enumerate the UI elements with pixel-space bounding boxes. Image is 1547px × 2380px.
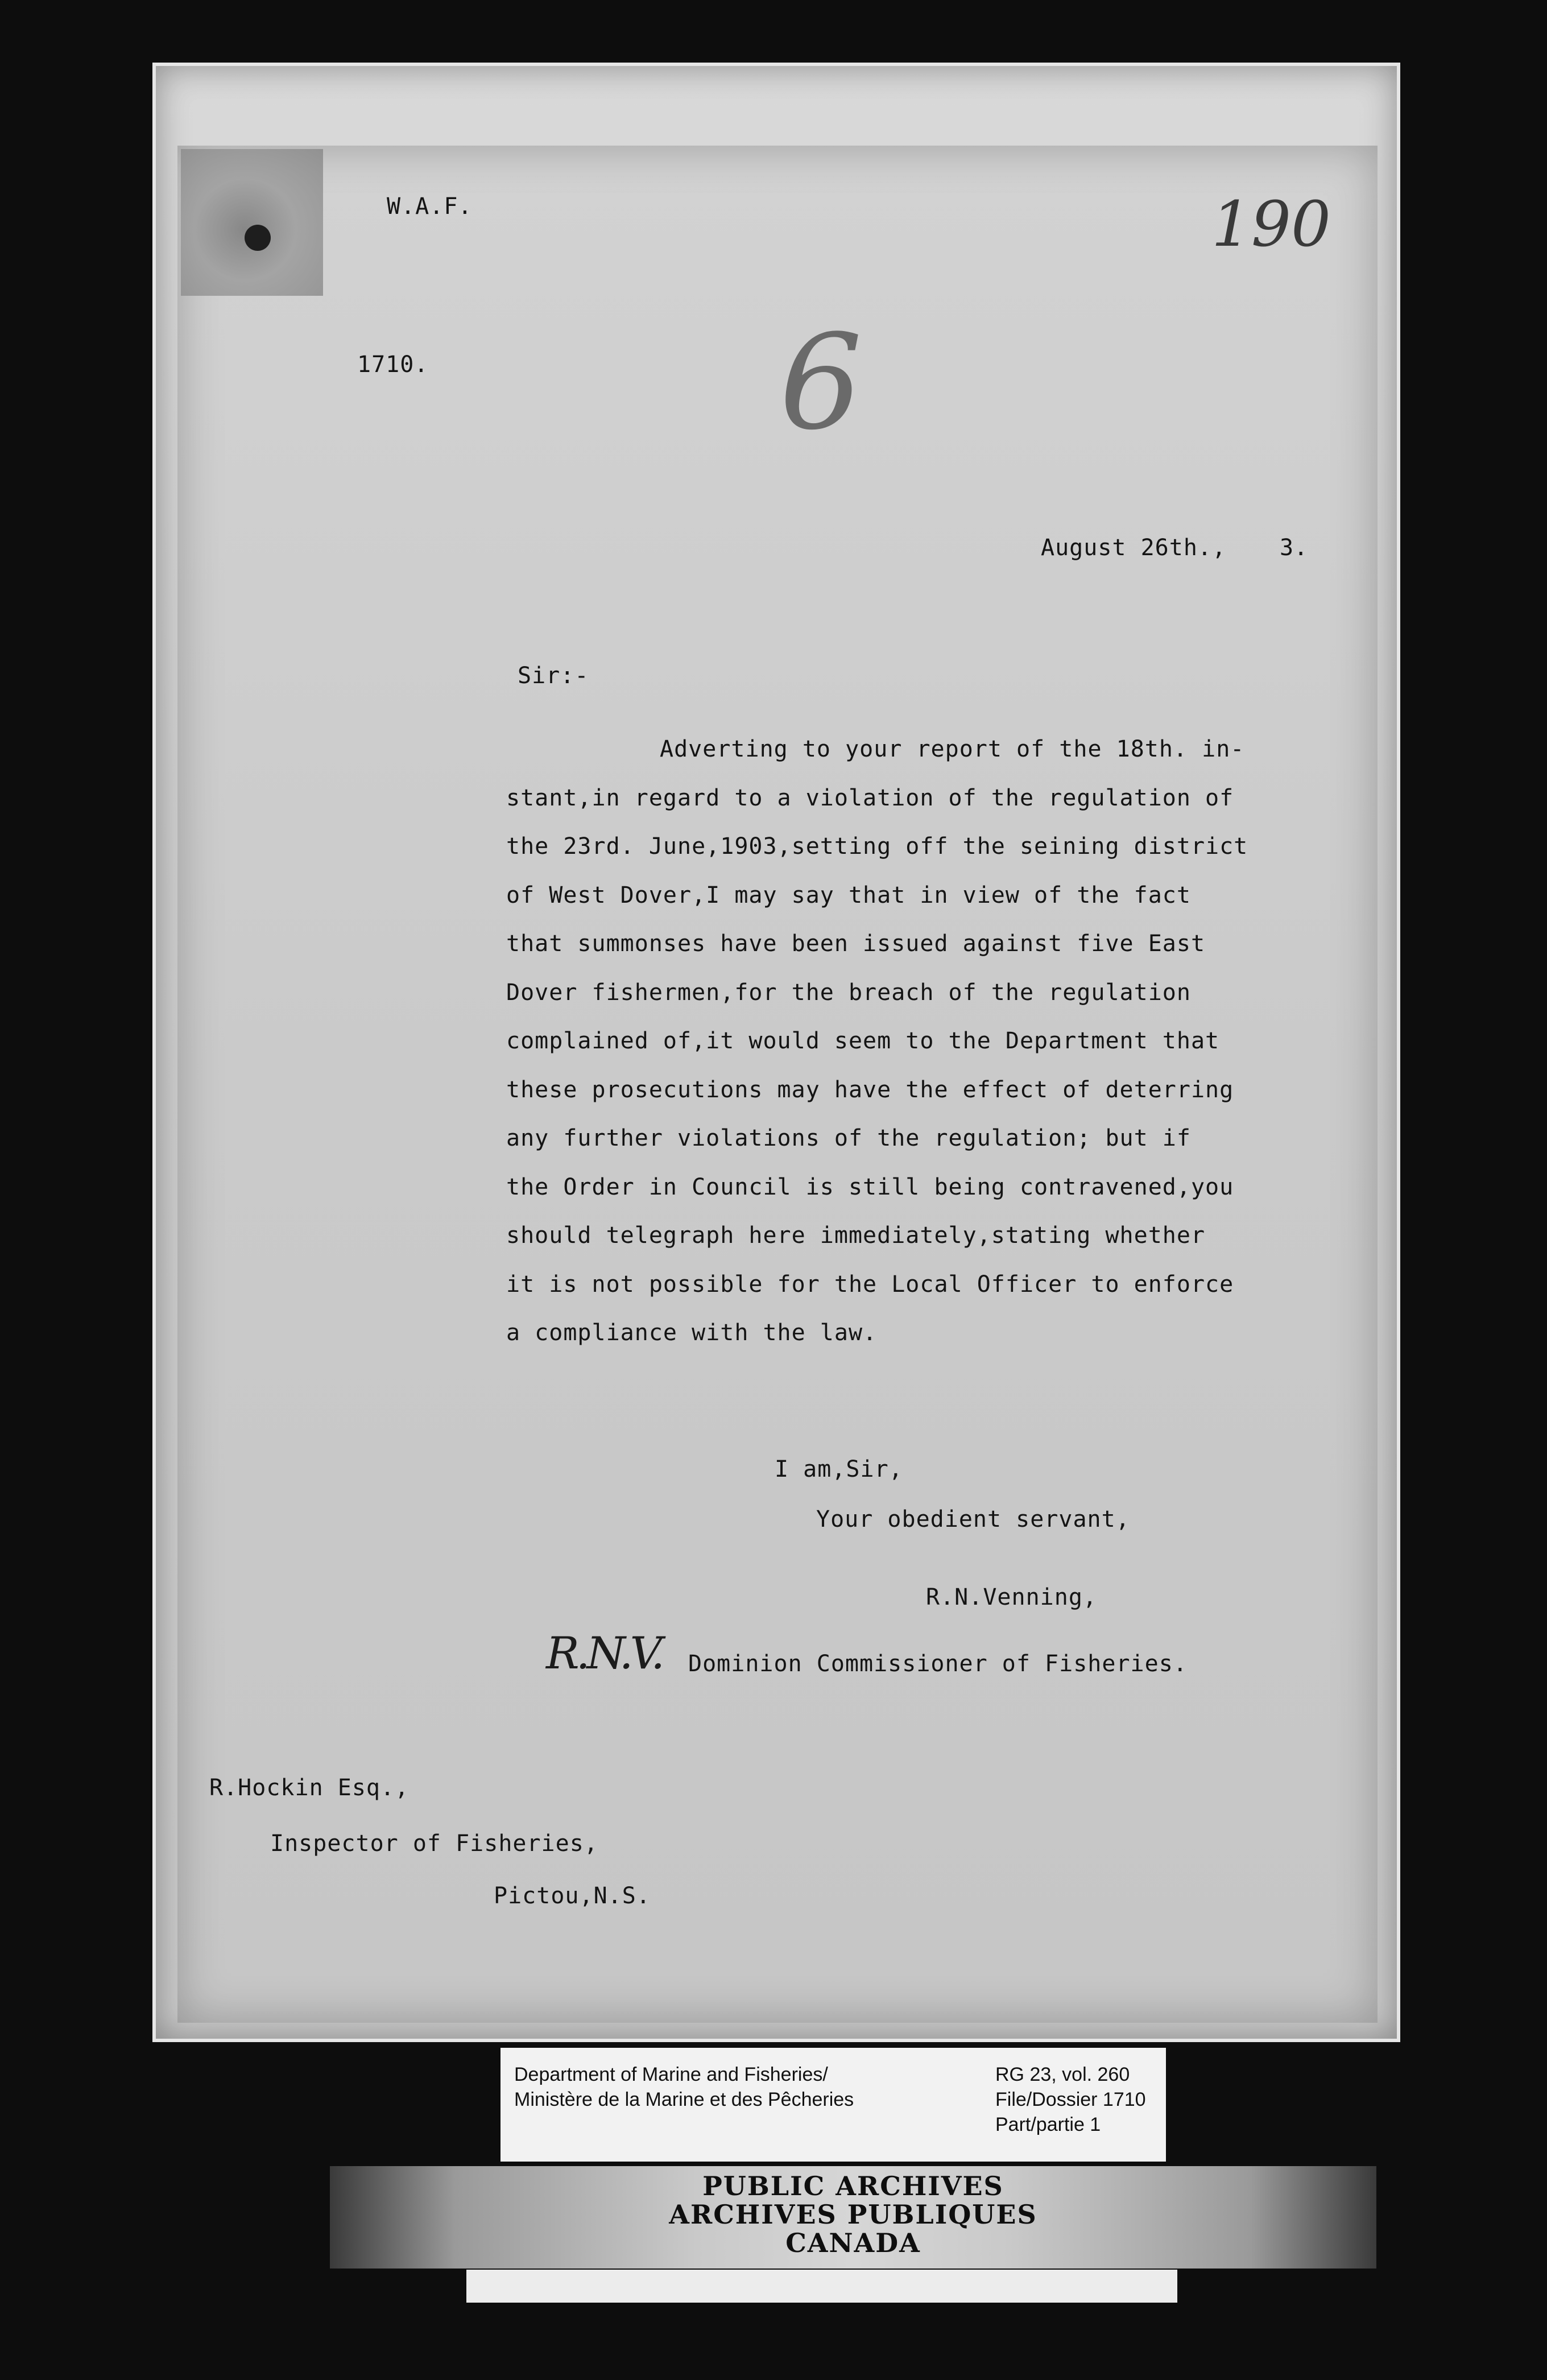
bottom-label-tab [466,2270,1177,2303]
body-line: that summonses have been issued against five East [506,931,1206,957]
body-line: Adverting to your report of the 18th. in- [660,736,1245,762]
body-line: it is not possible for the Local Officer to enforce [506,1271,1234,1298]
public-archives-stamp [330,2166,1376,2269]
file-dossier: File/Dossier 1710 [995,2089,1146,2110]
body-line: the 23rd. June,1903,setting off the seining district [506,833,1248,860]
folio-number: 190 [1211,188,1331,261]
archive-line-1: PUBLIC ARCHIVES [702,2171,1004,2201]
body-line: these prosecutions may have the effect of deterring [506,1076,1234,1103]
initials: W.A.F. [387,193,473,220]
letter-date: August 26th., [1041,535,1227,561]
part-partie: Part/partie 1 [995,2114,1101,2135]
file-number: 1710. [357,352,429,378]
archive-reference-label [500,2048,1166,2162]
date-suffix: 3. [1280,535,1309,561]
addressee-name: R.Hockin Esq., [209,1775,410,1801]
letter-body [506,725,1280,1358]
punch-hole [245,225,271,251]
signature: R.N.V. [546,1628,662,1679]
body-line: Dover fishermen,for the breach of the regulation [506,979,1191,1006]
corner-stamp-mark [181,149,323,296]
body-line: stant,in regard to a violation of the regulation of [506,784,1234,811]
body-line: any further violations of the regulation; but if [506,1125,1191,1151]
closing-line-1: I am,Sir, [775,1456,903,1482]
department-line-1: Department of Marine and Fisheries/ [514,2064,828,2085]
signatory-name: R.N.Venning, [926,1584,1097,1610]
body-line: a compliance with the law. [506,1320,878,1346]
salutation: Sir:- [518,663,589,689]
addressee-title: Inspector of Fisheries, [270,1831,598,1857]
body-line: should telegraph here immediately,stating whether [506,1222,1206,1249]
body-line: the Order in Council is still being contravened,you [506,1174,1234,1200]
closing-line-2: Your obedient servant, [816,1506,1130,1532]
handwritten-mark: 6 [779,307,863,459]
archive-line-3: CANADA [785,2228,921,2258]
archive-line-2: ARCHIVES PUBLIQUES [669,2199,1037,2230]
department-line-2: Ministère de la Marine et des Pêcheries [514,2089,854,2110]
addressee-place: Pictou,N.S. [494,1883,651,1909]
body-line: complained of,it would seem to the Department that [506,1028,1220,1054]
body-line: of West Dover,I may say that in view of the fact [506,882,1191,908]
record-group: RG 23, vol. 260 [995,2064,1130,2085]
signatory-title: Dominion Commissioner of Fisheries. [688,1651,1188,1677]
